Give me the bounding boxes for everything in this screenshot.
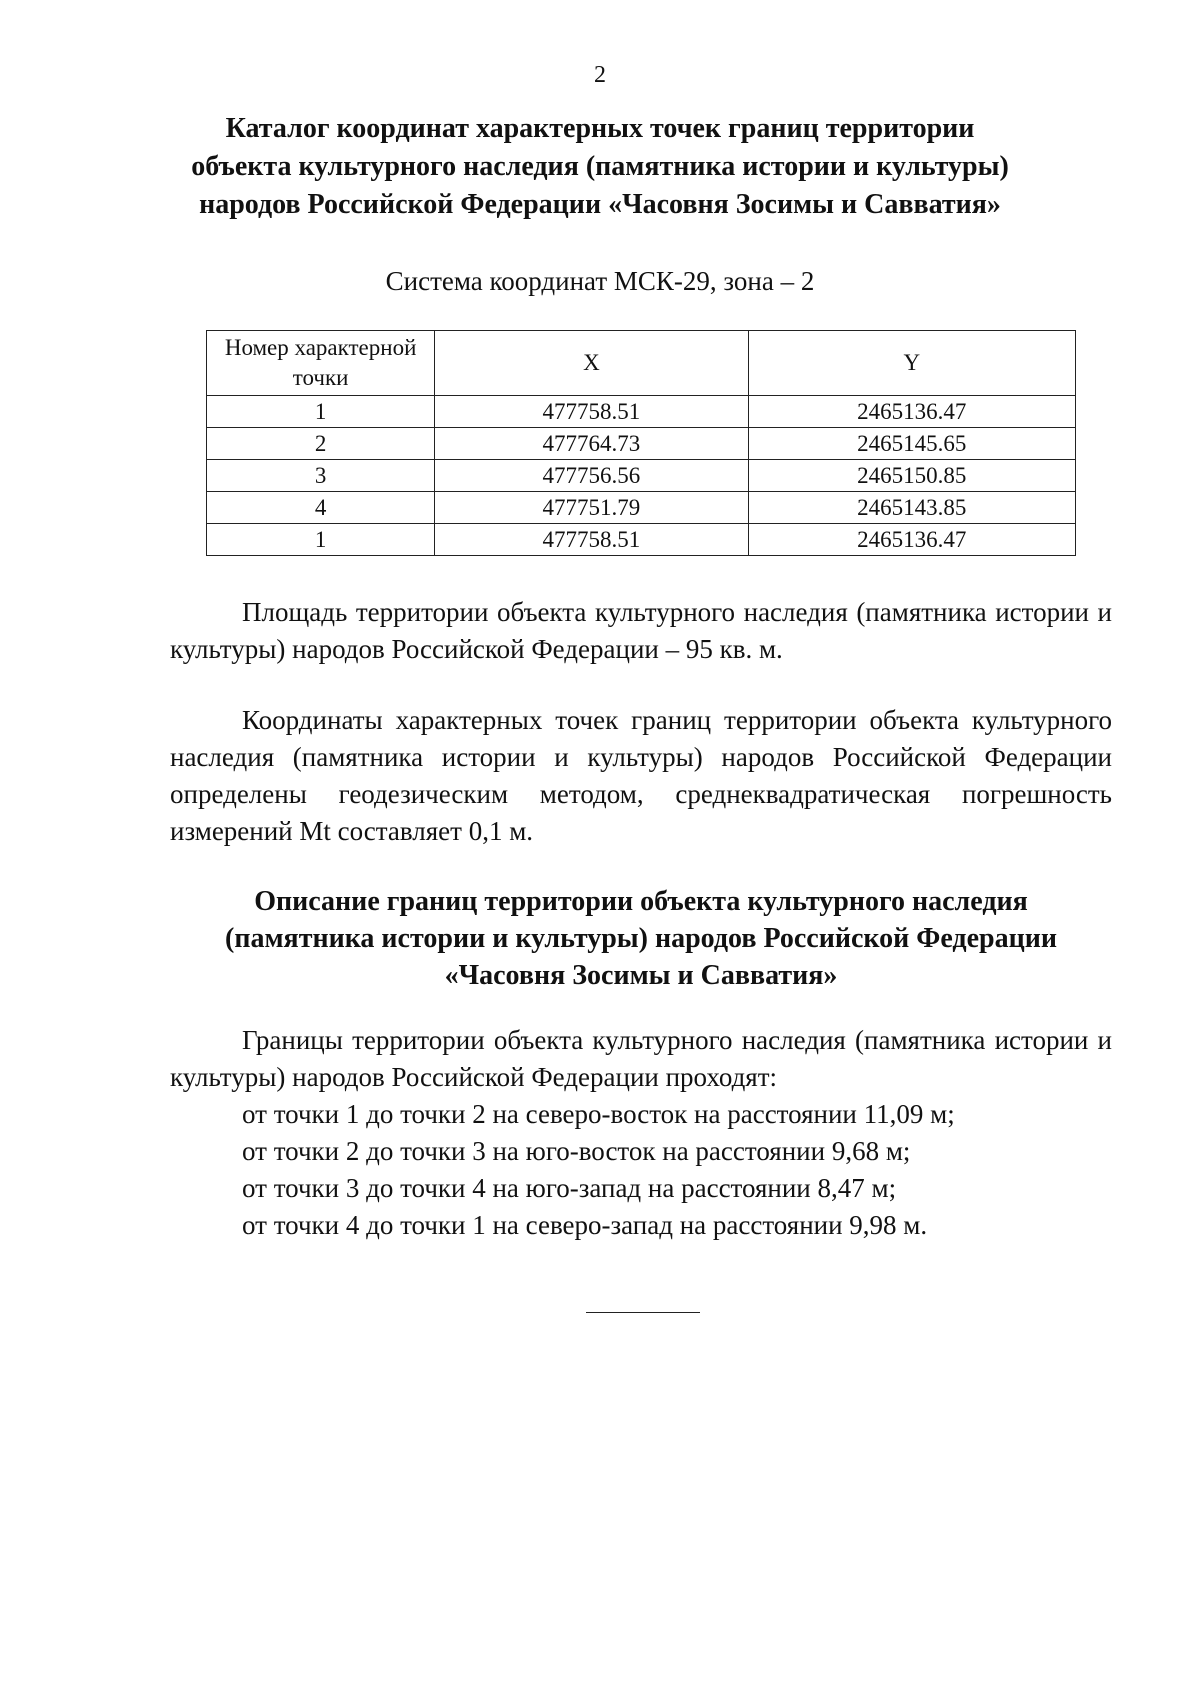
method-paragraph: Координаты характерных точек границ территории объекта культурного наследия (памятника истории и культуры) народов Российской Федерации определены геодезическим методом, среднеквадратическая погрешность измерений Mt составляет 0,1 м.: [170, 705, 1112, 846]
point-number-cell: 2: [207, 428, 435, 460]
description-title-line: «Часовня Зосимы и Савватия»: [444, 960, 838, 991]
catalog-title: [170, 110, 1030, 224]
catalog-title-line: народов Российской Федерации «Часовня Зосимы и Савватия»: [199, 189, 1001, 220]
table-row: [207, 460, 1076, 492]
header-point-number: Номер характерной точки: [207, 331, 435, 396]
boundary-segment: от точки 1 до точки 2 на северо-восток на расстоянии 11,09 м;: [242, 1099, 955, 1129]
end-divider: [586, 1312, 700, 1313]
page-number: 2: [594, 62, 606, 88]
boundary-segments-list: [242, 1096, 955, 1244]
y-cell: 2465150.85: [748, 460, 1075, 492]
coordinate-system-label: Система координат МСК-29, зона – 2: [385, 266, 815, 296]
point-number-cell: 1: [207, 396, 435, 428]
table-row: [207, 524, 1076, 556]
table-row: [207, 396, 1076, 428]
description-title: [170, 883, 1112, 994]
header-y: Y: [748, 331, 1075, 396]
boundaries-intro: Границы территории объекта культурного наследия (памятника истории и культуры) народов Российской Федерации проходят:: [170, 1025, 1112, 1092]
y-cell: 2465145.65: [748, 428, 1075, 460]
x-cell: 477758.51: [435, 396, 748, 428]
x-cell: 477756.56: [435, 460, 748, 492]
point-number-cell: 1: [207, 524, 435, 556]
point-number-cell: 4: [207, 492, 435, 524]
table-header-row: [207, 331, 1076, 396]
table-row: [207, 428, 1076, 460]
boundary-segment: от точки 3 до точки 4 на юго-запад на расстоянии 8,47 м;: [242, 1173, 897, 1203]
x-cell: 477764.73: [435, 428, 748, 460]
x-cell: 477751.79: [435, 492, 748, 524]
boundary-segment: от точки 4 до точки 1 на северо-запад на расстоянии 9,98 м.: [242, 1210, 928, 1240]
description-title-line: (памятника истории и культуры) народов Российской Федерации: [225, 923, 1057, 954]
point-number-cell: 3: [207, 460, 435, 492]
coordinates-table: [206, 330, 1076, 556]
catalog-title-line: Каталог координат характерных точек границ территории: [225, 113, 975, 144]
header-x: X: [435, 331, 748, 396]
description-title-line: Описание границ территории объекта культурного наследия: [254, 886, 1028, 917]
table-row: [207, 492, 1076, 524]
y-cell: 2465136.47: [748, 396, 1075, 428]
x-cell: 477758.51: [435, 524, 748, 556]
boundary-segment: от точки 2 до точки 3 на юго-восток на расстоянии 9,68 м;: [242, 1136, 911, 1166]
catalog-title-line: объекта культурного наследия (памятника истории и культуры): [191, 151, 1009, 182]
y-cell: 2465143.85: [748, 492, 1075, 524]
y-cell: 2465136.47: [748, 524, 1075, 556]
area-paragraph: Площадь территории объекта культурного наследия (памятника истории и культуры) народов Российской Федерации – 95 кв. м.: [170, 597, 1112, 664]
